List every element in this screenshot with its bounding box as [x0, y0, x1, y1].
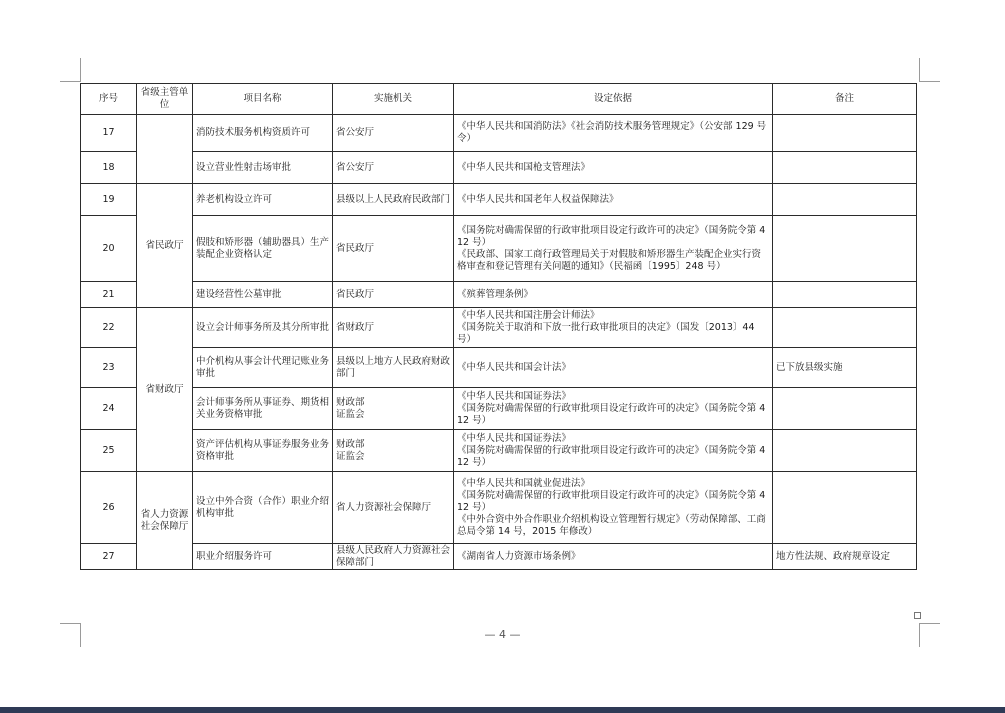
page-number: — 4 —: [484, 628, 521, 641]
row-number-cell: 25: [81, 430, 137, 472]
table-header-row: [81, 84, 917, 115]
row-number-cell: 22: [81, 308, 137, 348]
agency-cell: 财政部 证监会: [333, 388, 454, 430]
item-name-cell: 设立中外合资（合作）职业介绍机构审批: [193, 472, 333, 544]
item-name-cell: 假肢和矫形器（辅助器具）生产装配企业资格认定: [193, 216, 333, 282]
item-name-cell: 中介机构从事会计代理记账业务审批: [193, 348, 333, 388]
table-row: [81, 308, 917, 348]
note-cell: [773, 184, 917, 216]
table-row: [81, 152, 917, 184]
agency-cell: 省民政厅: [333, 216, 454, 282]
agency-cell: 县级人民政府人力资源社会保障部门: [333, 544, 454, 570]
header-cell: 项目名称: [193, 84, 333, 115]
row-number-cell: 18: [81, 152, 137, 184]
agency-cell: 县级以上地方人民政府财政部门: [333, 348, 454, 388]
item-name-cell: 会计师事务所从事证券、期货相关业务资格审批: [193, 388, 333, 430]
table-row: [81, 430, 917, 472]
row-number-cell: 17: [81, 115, 137, 152]
note-cell: [773, 472, 917, 544]
note-cell: [773, 115, 917, 152]
agency-cell: 省人力资源社会保障厅: [333, 472, 454, 544]
note-cell: [773, 282, 917, 308]
row-number-cell: 21: [81, 282, 137, 308]
item-name-cell: 消防技术服务机构资质许可: [193, 115, 333, 152]
table-row: [81, 348, 917, 388]
agency-cell: 省公安厅: [333, 115, 454, 152]
agency-cell: 省民政厅: [333, 282, 454, 308]
crop-mark-top-right-v: [919, 58, 920, 82]
crop-mark-top-left-h: [60, 81, 80, 82]
basis-cell: 《中华人民共和国会计法》: [454, 348, 773, 388]
basis-cell: 《中华人民共和国证券法》 《国务院对确需保留的行政审批项目设定行政许可的决定》（国务院令第 412 号）: [454, 430, 773, 472]
header-cell: 序号: [81, 84, 137, 115]
item-name-cell: 建设经营性公墓审批: [193, 282, 333, 308]
row-number-cell: 19: [81, 184, 137, 216]
window-bottom-bar: [0, 707, 1005, 713]
crop-mark-top-left-v: [80, 58, 81, 82]
department-cell: [137, 115, 193, 184]
agency-cell: 省公安厅: [333, 152, 454, 184]
note-cell: [773, 308, 917, 348]
basis-cell: 《湖南省人力资源市场条例》: [454, 544, 773, 570]
note-cell: [773, 430, 917, 472]
department-cell: 省人力资源社会保障厅: [137, 472, 193, 570]
row-number-cell: 20: [81, 216, 137, 282]
header-cell: 省级主管单位: [137, 84, 193, 115]
basis-cell: 《中华人民共和国枪支管理法》: [454, 152, 773, 184]
item-name-cell: 职业介绍服务许可: [193, 544, 333, 570]
table-body: [81, 115, 917, 570]
basis-cell: 《中华人民共和国老年人权益保障法》: [454, 184, 773, 216]
item-name-cell: 养老机构设立许可: [193, 184, 333, 216]
header-cell: 设定依据: [454, 84, 773, 115]
row-number-cell: 23: [81, 348, 137, 388]
table-row: [81, 184, 917, 216]
table-row: [81, 544, 917, 570]
header-cell: 实施机关: [333, 84, 454, 115]
crop-mark-bottom-right-h: [920, 623, 940, 624]
basis-cell: 《殡葬管理条例》: [454, 282, 773, 308]
note-cell: 已下放县级实施: [773, 348, 917, 388]
item-name-cell: 设立会计师事务所及其分所审批: [193, 308, 333, 348]
table-row: [81, 388, 917, 430]
agency-cell: 县级以上人民政府民政部门: [333, 184, 454, 216]
row-number-cell: 26: [81, 472, 137, 544]
agency-cell: 财政部 证监会: [333, 430, 454, 472]
row-number-cell: 27: [81, 544, 137, 570]
item-name-cell: 设立营业性射击场审批: [193, 152, 333, 184]
basis-cell: 《中华人民共和国证券法》 《国务院对确需保留的行政审批项目设定行政许可的决定》（国务院令第 412 号）: [454, 388, 773, 430]
basis-cell: 《中华人民共和国注册会计师法》 《国务院关于取消和下放一批行政审批项目的决定》（国发〔2013〕44 号）: [454, 308, 773, 348]
note-cell: 地方性法规、政府规章设定: [773, 544, 917, 570]
approval-items-table: [80, 83, 917, 570]
header-cell: 备注: [773, 84, 917, 115]
crop-mark-top-right-h: [920, 81, 940, 82]
table-row: [81, 115, 917, 152]
department-cell: 省民政厅: [137, 184, 193, 308]
row-number-cell: 24: [81, 388, 137, 430]
crop-mark-bottom-left-h: [60, 623, 80, 624]
basis-cell: 《中华人民共和国消防法》《社会消防技术服务管理规定》（公安部 129 号令）: [454, 115, 773, 152]
table-resize-handle[interactable]: [914, 612, 921, 619]
note-cell: [773, 216, 917, 282]
item-name-cell: 资产评估机构从事证券服务业务资格审批: [193, 430, 333, 472]
table-row: [81, 472, 917, 544]
note-cell: [773, 152, 917, 184]
basis-cell: 《国务院对确需保留的行政审批项目设定行政许可的决定》（国务院令第 412 号） 《民政部、国家工商行政管理局关于对假肢和矫形器生产装配企业实行资格审查和登记管理有关问题的通知》（民福函〔1995〕248 号）: [454, 216, 773, 282]
note-cell: [773, 388, 917, 430]
agency-cell: 省财政厅: [333, 308, 454, 348]
department-cell: 省财政厅: [137, 308, 193, 472]
table-row: [81, 282, 917, 308]
basis-cell: 《中华人民共和国就业促进法》 《国务院对确需保留的行政审批项目设定行政许可的决定》（国务院令第 412 号） 《中外合资中外合作职业介绍机构设立管理暂行规定》（劳动保障部、工商总局令第 14 号，2015 年修改）: [454, 472, 773, 544]
table-row: [81, 216, 917, 282]
